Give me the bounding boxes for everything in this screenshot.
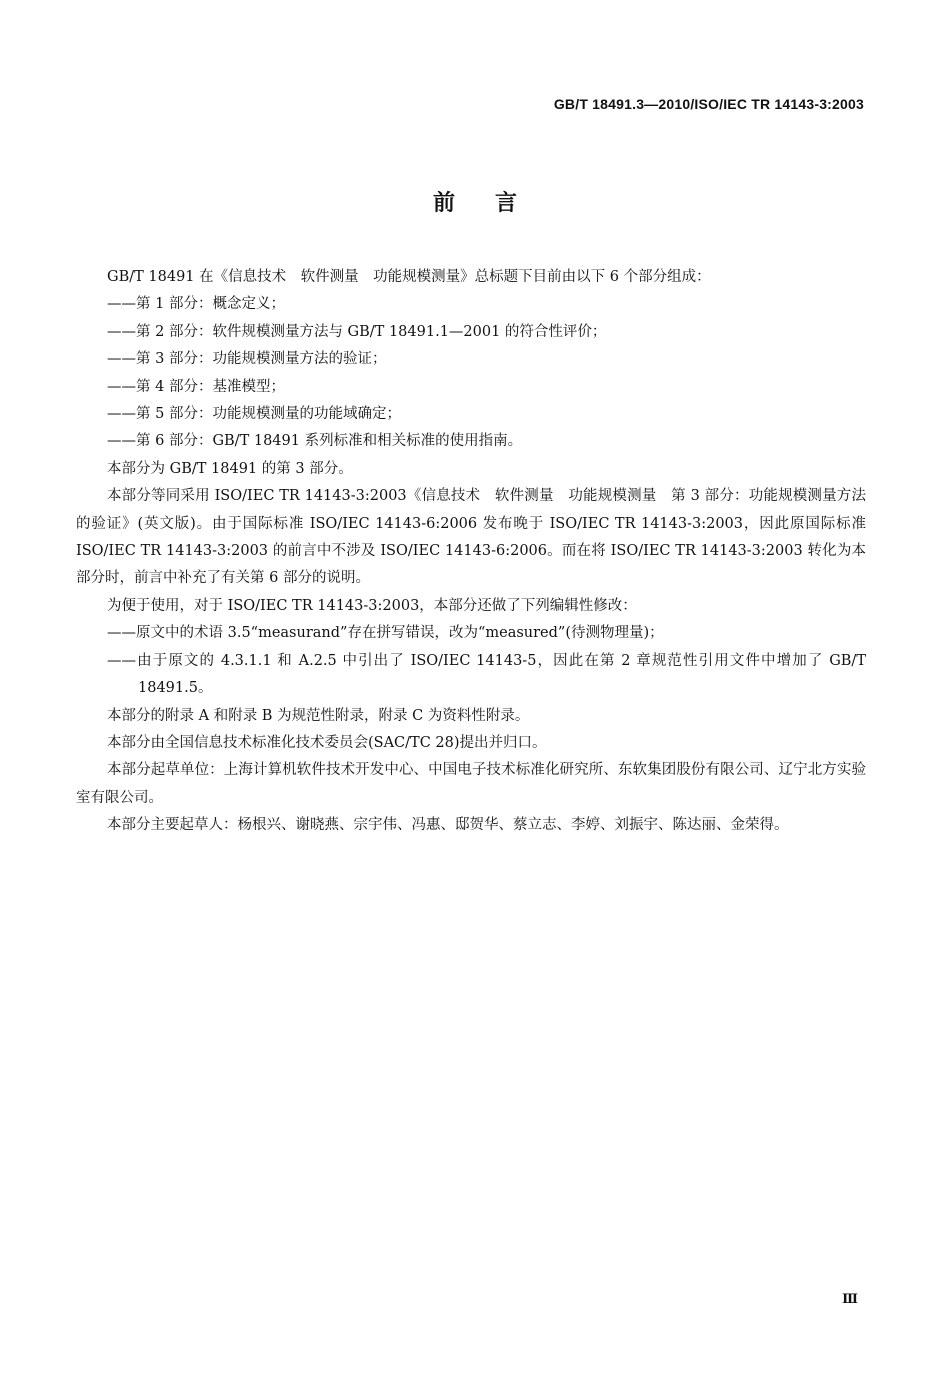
part-list-item: ——第 5 部分：功能规模测量的功能域确定； — [107, 406, 401, 423]
edit-list-item: ——原文中的术语 3.5“measurand”存在拼写错误，改为“measured”(待测物理量)； — [107, 625, 664, 642]
part-list-item: ——第 1 部分：概念定义； — [107, 296, 285, 313]
part-list-item: ——第 3 部分：功能规模测量方法的验证； — [107, 351, 387, 368]
part-list-item: ——第 2 部分：软件规模测量方法与 GB/T 18491.1—2001 的符合性评价； — [107, 323, 607, 340]
edits-intro-paragraph: 为便于使用，对于 ISO/IEC TR 14143-3:2003，本部分还做了下列编辑性修改： — [107, 597, 637, 614]
part-list-item: ——第 4 部分：基准模型； — [107, 378, 285, 395]
adoption-paragraph: 本部分等同采用 ISO/IEC TR 14143-3:2003《信息技术 软件测量 功能规模测量 第 3 部分：功能规模测量方法的验证》(英文版)。由于国际标准 ISO/IEC 14143-6:2006 发布晚于 ISO/IEC TR 14143-3:2003，因此原国际标准 ISO/IEC TR 14143-3:2003 的前言中不涉及 ISO/IEC 14143-6:2006。而在将 ISO/IEC TR 14143-3:2003 转化为本部分时，前言中补充了有关第 6 部分的说明。 — [76, 488, 866, 587]
page-title: 前言 — [432, 191, 557, 216]
drafting-units-paragraph: 本部分起草单位：上海计算机软件技术开发中心、中国电子技术标准化研究所、东软集团股份有限公司、辽宁北方实验室有限公司。 — [76, 762, 866, 806]
drafters-paragraph: 本部分主要起草人：杨根兴、谢晓燕、宗宇伟、冯惠、邸贺华、蔡立志、李婷、刘振宇、陈达丽、金荣得。 — [107, 817, 789, 834]
this-part-paragraph: 本部分为 GB/T 18491 的第 3 部分。 — [107, 460, 353, 477]
page-number: Ⅲ — [842, 1292, 858, 1307]
proposer-paragraph: 本部分由全国信息技术标准化技术委员会(SAC/TC 28)提出并归口。 — [107, 734, 547, 751]
annexes-paragraph: 本部分的附录 A 和附录 B 为规范性附录，附录 C 为资料性附录。 — [107, 707, 530, 724]
standard-number: GB/T 18491.3—2010/ISO/IEC TR 14143-3:2003 — [553, 96, 864, 112]
part-list-item: ——第 6 部分：GB/T 18491 系列标准和相关标准的使用指南。 — [107, 433, 523, 450]
intro-paragraph: GB/T 18491 在《信息技术 软件测量 功能规模测量》总标题下目前由以下 6 个部分组成： — [107, 269, 711, 285]
edit-list-item: ——由于原文的 4.3.1.1 和 A.2.5 中引出了 ISO/IEC 14143-5，因此在第 2 章规范性引用文件中增加了 GB/T 18491.5。 — [107, 652, 866, 697]
foreword-body — [76, 264, 866, 840]
